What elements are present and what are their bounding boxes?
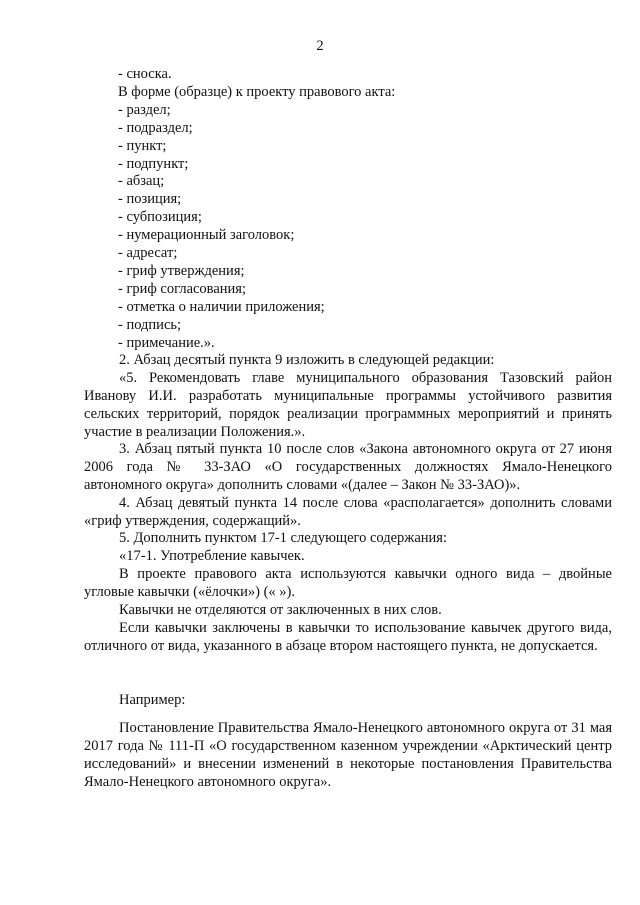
- list-item: - абзац;: [118, 173, 165, 190]
- paragraph-quotes-rule-1: В проекте правового акта используются кавычки одного вида – двойные угловые кавычки («ёлочки») (« »).: [84, 566, 612, 600]
- list-of-elements: [118, 66, 395, 353]
- list-item: - подраздел;: [118, 119, 193, 136]
- list-item: - раздел;: [118, 101, 171, 118]
- example-text: Постановление Правительства Ямало-Ненецкого автономного округа от 31 мая 2017 года № 111-П «О государственном казенном учреждении «Арктический центр исследований» и внесении изменений в некоторые постановления Правительства Ямало-Ненецкого автономного округа».: [84, 720, 612, 790]
- list-item: В форме (образце) к проекту правового акта:: [118, 83, 396, 100]
- paragraph-item-5-recommend: «5. Рекомендовать главе муниципального образования Тазовский район Иванову И.И. разработать муниципальные программы устойчивого развития сельских территорий, порядок реализации программных мероприятий и принять участие в реализации Положения.».: [84, 370, 612, 440]
- paragraph-item-3: 3. Абзац пятый пункта 10 после слов «Закона автономного округа от 27 июня 2006 года № 33-ЗАО «О государственных должностях Ямало-Ненецкого автономного округа» дополнить словами «(далее – Закон № 33-ЗАО)».: [84, 441, 612, 493]
- list-item: - подпись;: [118, 316, 182, 333]
- list-item: - отметка о наличии приложения;: [118, 298, 325, 315]
- list-item: - субпозиция;: [118, 209, 202, 226]
- list-item: - позиция;: [118, 191, 182, 208]
- list-item: - нумерационный заголовок;: [118, 227, 295, 244]
- list-item: - адресат;: [118, 245, 178, 262]
- paragraph-item-4: 4. Абзац девятый пункта 14 после слова «располагается» дополнить словами «гриф утверждения, содержащий».: [84, 495, 612, 529]
- paragraph-quotes-rule-2: Кавычки не отделяются от заключенных в них слов.: [119, 602, 442, 618]
- list-item: - гриф согласования;: [118, 280, 246, 297]
- example-label: Например:: [119, 692, 186, 708]
- list-item: - примечание.».: [118, 334, 215, 351]
- list-item: - гриф утверждения;: [118, 262, 245, 279]
- paragraph-item-5-add: 5. Дополнить пунктом 17-1 следующего содержания:: [119, 530, 447, 546]
- paragraph-abzac-desyatyi: 2. Абзац десятый пункта 9 изложить в следующей редакции:: [119, 352, 495, 368]
- paragraph-17-1-heading: «17-1. Употребление кавычек.: [119, 548, 305, 564]
- list-item: - пункт;: [118, 137, 167, 154]
- list-item: - сноска.: [118, 66, 172, 82]
- paragraph-quotes-rule-3: Если кавычки заключены в кавычки то использование кавычек другого вида, отличного от вида, указанного в абзаце втором настоящего пункта, не допускается.: [84, 620, 612, 654]
- list-item: - подпункт;: [118, 155, 189, 172]
- page-number: 2: [316, 38, 324, 54]
